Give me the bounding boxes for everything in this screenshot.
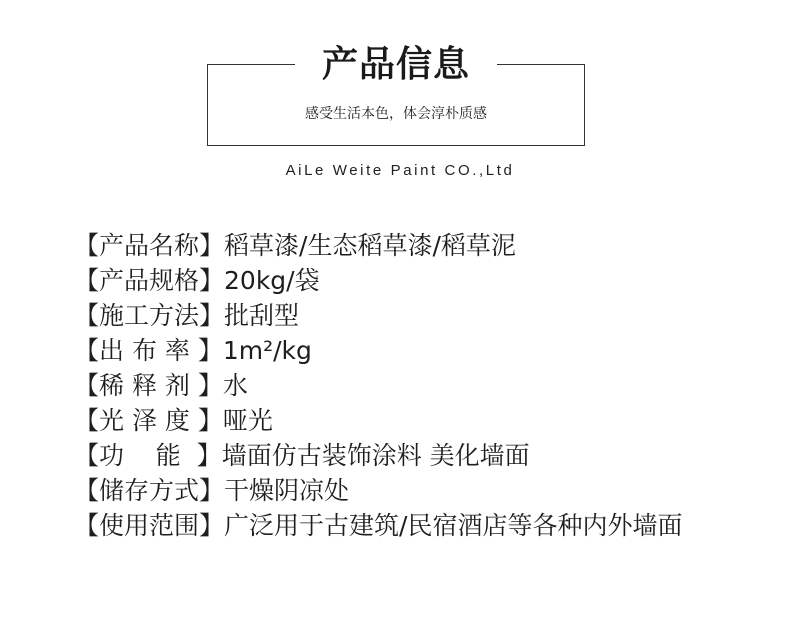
spec-row-thinner bbox=[74, 368, 794, 403]
spec-row-gloss bbox=[74, 403, 794, 438]
spec-row-coverage bbox=[74, 333, 794, 368]
spec-row-usage-scope bbox=[74, 508, 794, 543]
spec-label: 【施工方法】 bbox=[74, 301, 225, 330]
spec-label: 【功 能 】 bbox=[74, 441, 222, 470]
spec-label: 【产品名称】 bbox=[74, 231, 225, 260]
product-spec-list bbox=[74, 228, 794, 543]
header-frame-top-right-line bbox=[497, 64, 585, 65]
spec-row-product-spec bbox=[74, 263, 794, 298]
spec-label: 【稀 释 剂 】 bbox=[74, 371, 223, 400]
spec-label: 【出 布 率 】 bbox=[74, 336, 223, 365]
company-name: AiLe Weite Paint CO.,Ltd bbox=[285, 162, 515, 179]
spec-value: 稻草漆/生态稻草漆/稻草泥 bbox=[224, 231, 516, 260]
spec-value: 批刮型 bbox=[224, 301, 300, 330]
spec-row-construction-method bbox=[74, 298, 794, 333]
header-frame-top-left-line bbox=[207, 64, 295, 65]
spec-row-storage bbox=[74, 473, 794, 508]
spec-label: 【储存方式】 bbox=[74, 476, 225, 505]
spec-label: 【光 泽 度 】 bbox=[74, 406, 223, 435]
spec-value: 广泛用于古建筑/民宿酒店等各种内外墙面 bbox=[224, 511, 683, 540]
page-subtitle: 感受生活本色，体会淳朴质感 bbox=[305, 106, 487, 122]
spec-label: 【产品规格】 bbox=[74, 266, 225, 295]
spec-value: 哑光 bbox=[222, 406, 273, 435]
spec-value: 干燥阴凉处 bbox=[224, 476, 350, 505]
spec-row-product-name bbox=[74, 228, 794, 263]
page-title: 产品信息 bbox=[321, 43, 470, 85]
spec-value: 水 bbox=[222, 371, 248, 400]
spec-value: 1m²/kg bbox=[222, 336, 312, 365]
spec-value: 20kg/袋 bbox=[224, 266, 320, 295]
spec-value: 墙面仿古装饰涂料 美化墙面 bbox=[221, 441, 530, 470]
spec-label: 【使用范围】 bbox=[74, 511, 225, 540]
spec-row-function bbox=[74, 438, 794, 473]
